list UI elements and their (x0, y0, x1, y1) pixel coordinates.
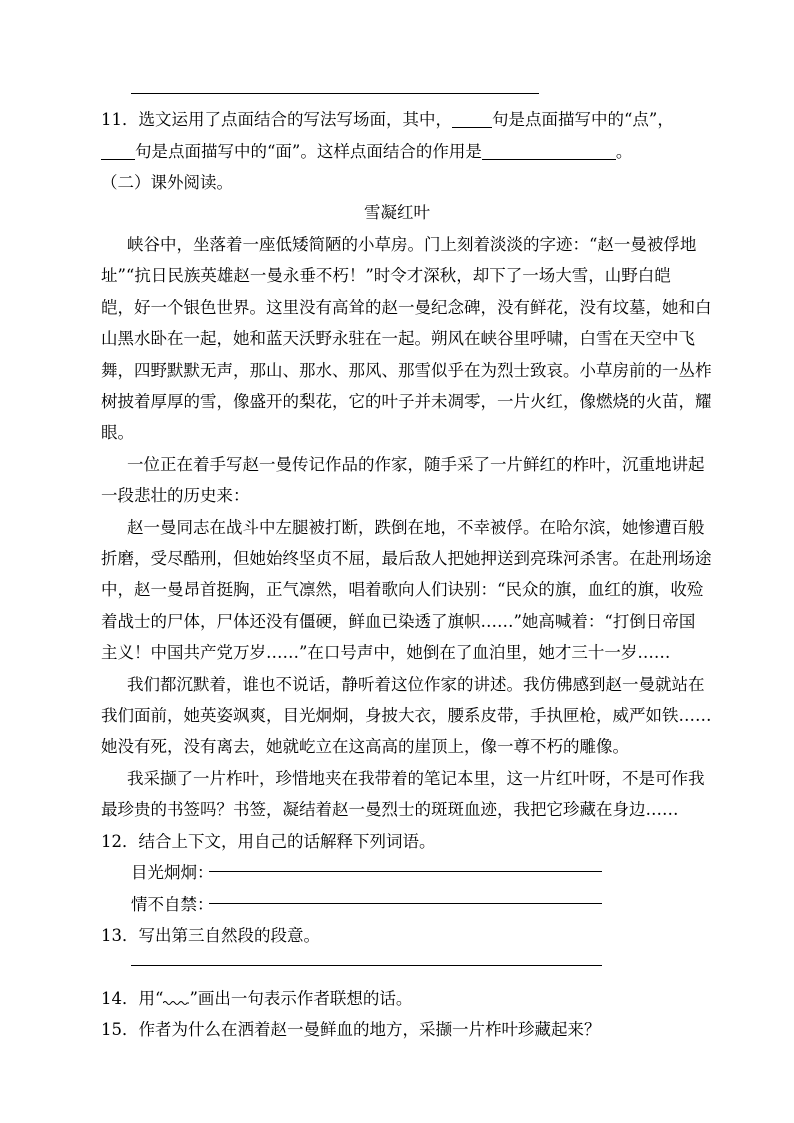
passage-line: 眼。 (101, 423, 134, 442)
q12-term-2: 情不自禁： (131, 895, 214, 914)
q12-answer-line-2[interactable] (209, 903, 602, 904)
passage-line: 最珍贵的书签吗？书签，凝结着赵一曼烈士的斑斑血迹，我把它珍藏在身边…… (101, 800, 679, 819)
passage-line: 她没有死，没有离去，她就屹立在这高高的崖顶上，像一尊不朽的雕像。 (101, 737, 629, 756)
q12-term-1: 目光炯炯： (131, 863, 214, 882)
q11-text-d: 。 (615, 142, 633, 161)
passage-line: 一段悲壮的历史来： (101, 486, 250, 505)
question-11-line-1 (101, 110, 674, 130)
question-14-prompt (101, 989, 412, 1009)
q12-answer-line-1[interactable] (209, 871, 602, 872)
passage-line: 折磨，受尽酷刑，但她始终坚贞不屈，最后敌人把她押送到亮珠河杀害。在赴刑场途 (101, 549, 712, 568)
passage-title: 雪凝红叶 (364, 203, 430, 222)
passage-line: 峡谷中，坐落着一座低矮简陋的小草房。门上刻着淡淡的字迹：“赵一曼被俘地 (127, 235, 697, 254)
answer-line-top[interactable] (131, 93, 539, 94)
question-12-prompt: 12．结合上下文，用自己的话解释下列词语。 (101, 832, 436, 851)
q11-text-b: 句是点面描写中的“点”， (492, 110, 674, 129)
q13-answer-line[interactable] (131, 965, 602, 966)
q11-text-c: 句是点面描写中的“面”。这样点面结合的作用是 (135, 142, 482, 161)
question-13-prompt: 13．写出第三自然段的段意。 (101, 926, 320, 945)
q11-blank-point[interactable] (452, 110, 492, 128)
passage-line: 我采撷了一片柞叶，珍惜地夹在我带着的笔记本里，这一片红叶呀，不是可作我 (127, 769, 705, 788)
passage-line: 赵一曼同志在战斗中左腿被打断，跌倒在地，不幸被俘。在哈尔滨，她惨遭百般 (127, 518, 705, 537)
passage-line: 我们面前，她英姿飒爽，目光炯炯，身披大衣，腰系皮带，手执匣枪，威严如铁…… (101, 706, 712, 725)
q11-text-a: 11．选文运用了点面结合的写法写场面，其中， (101, 110, 452, 129)
passage-line: 主义！中国共产党万岁……”在口号声中，她倒在了血泊里，她才三十一岁…… (101, 643, 671, 662)
q14-text-a: 14．用“ (101, 989, 164, 1008)
passage-line: 我们都沉默着，谁也不说话，静听着这位作家的讲述。我仿佛感到赵一曼就站在 (127, 675, 705, 694)
passage-line: 着战士的尸体，尸体还没有僵硬，鲜血已染透了旗帜……”她高喊着：“打倒日帝国 (101, 612, 696, 631)
passage-line: 皑，好一个银色世界。这里没有高耸的赵一曼纪念碑，没有鲜花，没有坟墓，她和白 (101, 298, 712, 317)
q11-blank-effect[interactable] (482, 142, 616, 160)
question-15-prompt: 15．作者为什么在洒着赵一曼鲜血的地方，采撷一片柞叶珍藏起来？ (101, 1020, 601, 1039)
question-11-line-2 (101, 142, 632, 162)
passage-line: 舞，四野默默无声，那山、那水、那风、那雪似乎在为烈士致哀。小草房前的一丛柞 (101, 361, 712, 380)
passage-line: 址”“抗日民族英雄赵一曼永垂不朽！”时令才深秋，却下了一场大雪，山野白皑 (101, 266, 671, 285)
passage-line: 一位正在着手写赵一曼传记作品的作家，随手采了一片鲜红的柞叶，沉重地讲起 (127, 455, 705, 474)
section-heading: （二）课外阅读。 (101, 173, 233, 192)
passage-line: 山黑水卧在一起，她和蓝天沃野永驻在一起。朔风在峡谷里呼啸，白雪在天空中飞 (101, 329, 695, 348)
passage-line: 中，赵一曼昂首挺胸，正气凛然，唱着歌向人们诀别：“民众的旗，血红的旗，收殓 (101, 580, 704, 599)
q11-blank-surface[interactable] (101, 142, 135, 160)
wavy-underline-icon (163, 996, 189, 1006)
passage-line: 树披着厚厚的雪，像盛开的梨花，它的叶子并未凋零，一片火红，像燃烧的火苗，耀 (101, 392, 712, 411)
q14-text-b: ”画出一句表示作者联想的话。 (189, 989, 413, 1008)
